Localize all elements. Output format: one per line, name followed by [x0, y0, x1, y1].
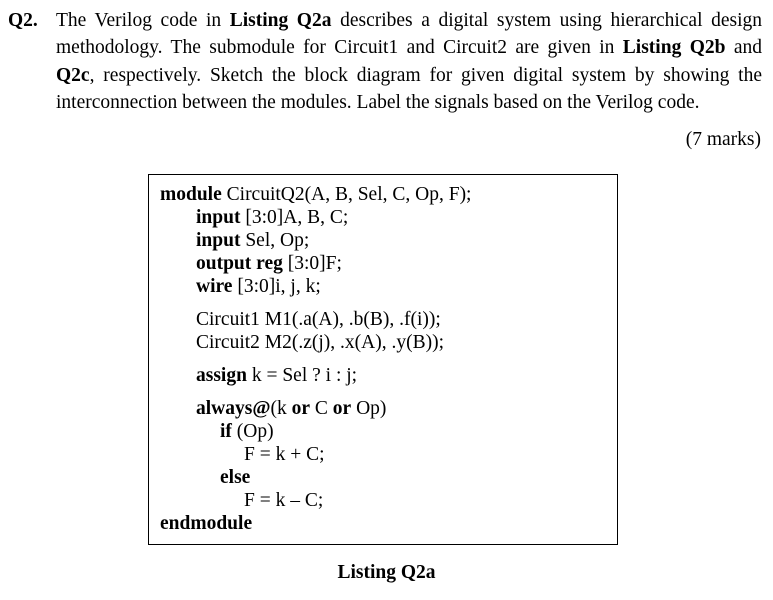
code-keyword: module — [160, 184, 222, 205]
code-text: Sel, Op; — [240, 230, 310, 251]
marks-label: (7 marks) — [685, 129, 761, 150]
code-text: Op) — [351, 398, 387, 419]
code-line-assign — [196, 364, 357, 388]
code-keyword: or — [332, 398, 352, 419]
code-text: [3:0]F; — [282, 253, 342, 274]
code-keyword: output reg — [196, 253, 283, 274]
code-text: (Op) — [231, 421, 274, 442]
code-keyword: input — [196, 230, 241, 251]
code-text: [3:0]i, j, k; — [232, 276, 321, 297]
code-keyword: input — [196, 207, 241, 228]
code-line-add: F = k + C; — [244, 444, 325, 465]
code-line-input-abc — [196, 206, 348, 230]
code-line-wire — [196, 275, 321, 299]
question-text-part: describes a digital system using hierarchical design methodology. The submodule for Circuit1 and Circuit2 are given in — [56, 10, 762, 59]
code-text: CircuitQ2(A, B, Sel, C, Op, F); — [221, 184, 472, 205]
code-keyword: always@ — [196, 398, 271, 419]
code-line-endmodule: endmodule — [160, 513, 253, 534]
code-text: [3:0]A, B, C; — [240, 207, 349, 228]
code-line-else: else — [220, 467, 251, 488]
code-line-if — [220, 420, 274, 444]
code-line-subtract: F = k – C; — [244, 490, 324, 511]
question-text-part: , respectively. Sketch the block diagram for given digital system by showing the interconnection between the modules. Label the signals based on the Verilog code. — [56, 64, 762, 113]
code-keyword: if — [220, 421, 232, 442]
listing-ref-q2a: Listing Q2a — [229, 10, 332, 31]
code-keyword: or — [291, 398, 311, 419]
code-text: (k — [270, 398, 292, 419]
listing-ref-q2b: Listing Q2b — [622, 37, 726, 59]
listing-caption: Listing Q2a — [337, 562, 436, 583]
code-keyword: wire — [196, 276, 233, 297]
code-line-input-sel-op — [196, 229, 309, 253]
code-line-output — [196, 252, 342, 276]
code-line-always — [196, 397, 386, 421]
question-number: Q2. — [8, 10, 38, 31]
code-listing-box — [148, 174, 618, 545]
question-text-part: The Verilog code in — [56, 10, 230, 31]
code-text: k = Sel ? i : j; — [246, 365, 358, 386]
question-text-part: and — [725, 37, 762, 59]
code-line-circuit1-instance: Circuit1 M1(.a(A), .b(B), .f(i)); — [196, 309, 441, 330]
code-line-circuit2-instance: Circuit2 M2(.z(j), .x(A), .y(B)); — [196, 332, 445, 353]
code-line-module — [160, 183, 471, 207]
listing-ref-q2c: Q2c — [56, 64, 90, 86]
code-text: C — [310, 398, 333, 419]
code-keyword: assign — [196, 365, 247, 386]
question-text — [56, 7, 762, 116]
